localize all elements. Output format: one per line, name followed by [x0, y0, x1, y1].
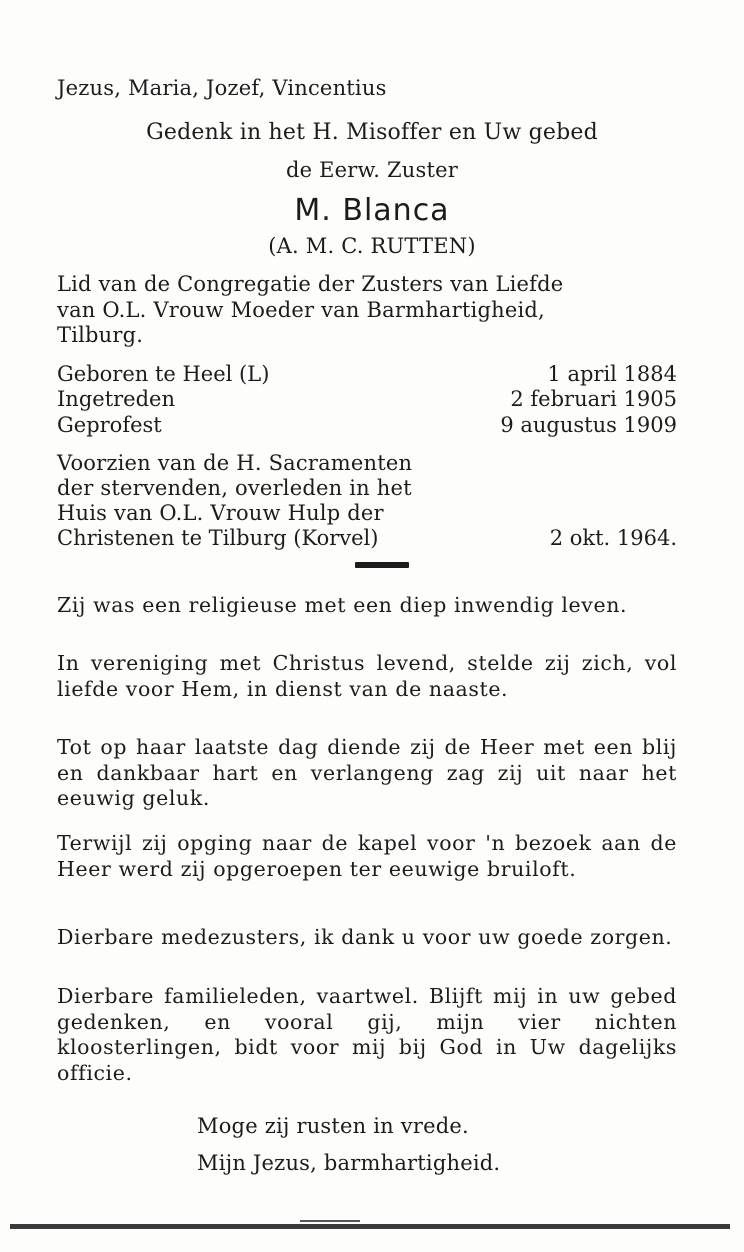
bottom-rule-accent	[300, 1220, 360, 1222]
date-label: Ingetreden	[57, 387, 175, 411]
death-line-3: Huis van O.L. Vrouw Hulp der	[57, 501, 384, 525]
separator-dash	[355, 562, 409, 568]
death-line-2: der stervenden, overleden in het	[57, 476, 412, 500]
paragraph-4: Terwijl zij opging naar de kapel voor 'n bezoek aan de Heer werd zij opgeroepen ter eeuwige bruiloft.	[57, 831, 677, 881]
paragraph-1: Zij was een religieuse met een diep inwendig leven.	[57, 593, 628, 617]
death-line-4: Christenen te Tilburg (Korvel)	[57, 526, 379, 550]
paragraph-5: Dierbare medezusters, ik dank u voor uw goede zorgen.	[57, 925, 673, 949]
invocation: Jezus, Maria, Jozef, Vincentius	[57, 76, 387, 100]
date-row-entered	[57, 386, 677, 412]
closing-line-2: Mijn Jezus, barmhartigheid.	[197, 1151, 501, 1175]
membership-line-3: Tilburg.	[57, 323, 144, 347]
title-line: de Eerw. Zuster	[286, 158, 458, 182]
paragraph-3: Tot op haar laatste dag diende zij de Heer met een blij en dankbaar hart en verlangeng zag zij uit naar het eeuwig geluk.	[57, 735, 677, 810]
remember-line: Gedenk in het H. Misoffer en Uw gebed	[146, 120, 598, 145]
closing-line-1: Moge zij rusten in vrede.	[197, 1114, 469, 1138]
civil-name: (A. M. C. RUTTEN)	[268, 234, 476, 258]
membership-line-2: van O.L. Vrouw Moeder van Barmhartigheid,	[57, 298, 545, 322]
death-date: 2 okt. 1964.	[549, 526, 677, 550]
date-value: 1 april 1884	[547, 362, 677, 386]
date-value: 9 augustus 1909	[500, 413, 677, 437]
paragraph-6: Dierbare familieleden, vaartwel. Blijft mij in uw gebed gedenken, en vooral gij, mijn vier nichten kloosterlingen, bidt voor mij bij God in Uw dagelijks officie.	[57, 984, 677, 1085]
deceased-name: M. Blanca	[294, 193, 450, 228]
date-row-born	[57, 361, 677, 387]
date-value: 2 februari 1905	[510, 387, 677, 411]
date-row-professed	[57, 412, 677, 438]
date-label: Geprofest	[57, 413, 162, 437]
date-label: Geboren te Heel (L)	[57, 362, 270, 386]
bottom-rule	[10, 1224, 730, 1229]
death-line-1: Voorzien van de H. Sacramenten	[57, 451, 413, 475]
paragraph-2: In vereniging met Christus levend, stelde zij zich, vol liefde voor Hem, in dienst van de naaste.	[57, 651, 677, 701]
membership-line-1: Lid van de Congregatie der Zusters van Liefde	[57, 272, 564, 296]
death-row-final	[57, 525, 677, 551]
